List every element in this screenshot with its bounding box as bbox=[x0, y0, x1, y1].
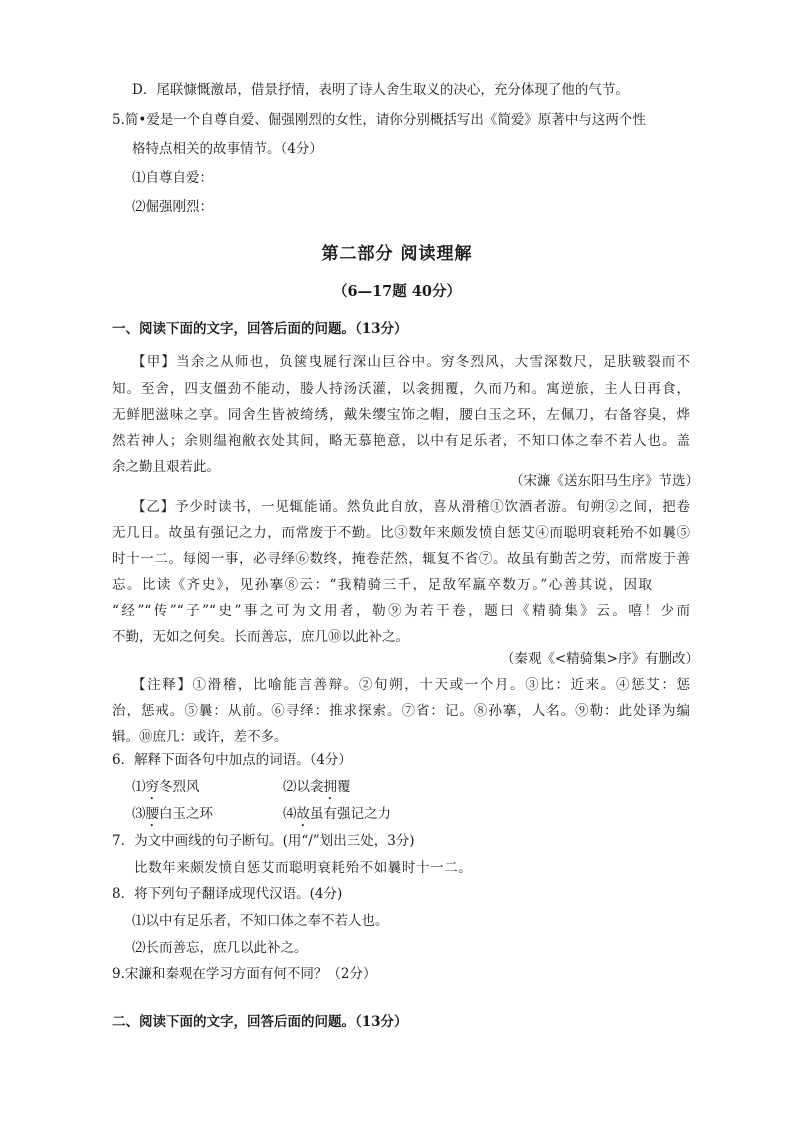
passage-jia-line: 无鲜肥滋味之享。同舍生皆被绮绣，戴朱缨宝饰之帽，腰白玉之环，左佩刀，右备容臭，烨 bbox=[112, 407, 690, 423]
passage-yi-line: 忘。比读《齐史》，见孙搴⑧云：“我精骑三千，足敌军羸卒数万。”心善其说，因取 bbox=[112, 577, 652, 593]
passage-yi-line: “经”“传”“子”“史”事之可为文用者，勒⑨为若干卷，题曰《精骑集》云。嘻！少而 bbox=[112, 603, 690, 619]
passage-jia-line: 【甲】当余之从师也，负箧曳屣行深山巨谷中。穷冬烈风，大雪深数尺，足肤皲裂而不 bbox=[132, 354, 690, 370]
question-6-item-2: ⑵以衾拥覆 bbox=[283, 779, 351, 795]
emphasized-word: 穷 bbox=[145, 779, 159, 795]
annotation-line: 【注释】①滑稽，比喻能言善辩。②旬朔，十天或一个月。③比：近来。④惩艾：惩 bbox=[132, 677, 690, 693]
question-7-sentence: 比数年来颇发愤自惩艾而聪明衰耗殆不如曩时十一二。 bbox=[134, 860, 473, 876]
emphasized-word: 拥 bbox=[323, 779, 337, 795]
emphasized-word: 腰 bbox=[145, 806, 159, 822]
annotation-line: 治，惩戒。⑤曩：从前。⑥寻绎：推求探索。⑦省：记。⑧孙搴，人名。⑨勒：此处译为编 bbox=[112, 703, 690, 719]
passage-yi-line: 不勤，无如之何矣。长而善忘，庶几⑩以此补之。 bbox=[112, 629, 409, 645]
option-d: D．尾联慷慨激昂，借景抒情，表明了诗人舍生取义的决心，充分体现了他的气节。 bbox=[132, 82, 629, 98]
emphasized-word: 故 bbox=[296, 806, 310, 822]
question-6-item-3: ⑶腰白玉之环 bbox=[132, 806, 213, 822]
question-6-item-4: ⑷故虽有强记之力 bbox=[283, 806, 391, 822]
question-5-part-a: ⑴自尊自爱： bbox=[132, 170, 213, 186]
passage-jia-source: （宋濂《送东阳马生序》节选） bbox=[510, 473, 699, 489]
question-8-part-a: ⑴以中有足乐者，不知口体之奉不若人也。 bbox=[132, 913, 389, 929]
passage-yi-line: 时十一二。每阅一事，必寻绎⑥数终，掩卷茫然，辄复不省⑦。故虽有勤苦之劳，而常废于善 bbox=[112, 551, 690, 567]
passage-yi-source: （秦观《<精骑集>序》有删改） bbox=[500, 651, 699, 667]
question-8: 8．将下列句子翻译成现代汉语。(4分) bbox=[112, 886, 343, 902]
question-6: 6．解释下面各句中加点的词语。（4分） bbox=[112, 752, 352, 768]
part-2-title: 第二部分 阅读理解 bbox=[321, 244, 473, 264]
question-5-part-b: ⑵倔强刚烈： bbox=[132, 199, 213, 215]
passage-yi-line: 【乙】予少时读书，一见辄能诵。然负此自放，喜从滑稽①饮酒者游。旬朔②之间，把卷 bbox=[132, 499, 690, 515]
passage-jia-line: 知。至舍，四支僵劲不能动，媵人持汤沃灌，以衾拥覆，久而乃和。寓逆旅，主人日再食， bbox=[112, 381, 690, 397]
passage-jia-line: 余之勤且艰若此。 bbox=[112, 459, 220, 475]
part-2-subtitle: （6—17题 40分） bbox=[333, 283, 461, 300]
section-2-heading: 二、阅读下面的文字，回答后面的问题。（13分） bbox=[112, 1014, 408, 1030]
passage-jia-line: 然若神人；余则缊袍敝衣处其间，略无慕艳意，以中有足乐者，不知口体之奉不若人也。盖 bbox=[112, 433, 690, 449]
question-7: 7．为文中画线的句子断句。(用“/”划出三处，3分) bbox=[112, 833, 415, 849]
question-5-line-2: 格特点相关的故事情节。（4分） bbox=[132, 141, 323, 157]
question-9: 9.宋濂和秦观在学习方面有何不同？（2分） bbox=[112, 966, 377, 982]
annotation-line: 辑。⑩庶几：或许，差不多。 bbox=[112, 729, 288, 745]
question-8-part-b: ⑵长而善忘，庶几以此补之。 bbox=[132, 940, 308, 956]
question-6-item-1: ⑴穷冬烈风 bbox=[132, 779, 200, 795]
passage-yi-line: 无几日。故虽有强记之力，而常废于不勤。比③数年来颇发愤自惩艾④而聪明衰耗殆不如曩⑤ bbox=[112, 525, 690, 541]
section-1-heading: 一、阅读下面的文字，回答后面的问题。（13分） bbox=[112, 321, 408, 337]
question-5-line-1: 5.简•爱是一个自尊自爱、倔强刚烈的女性，请你分别概括写出《简爱》原著中与这两个性 bbox=[112, 112, 646, 128]
